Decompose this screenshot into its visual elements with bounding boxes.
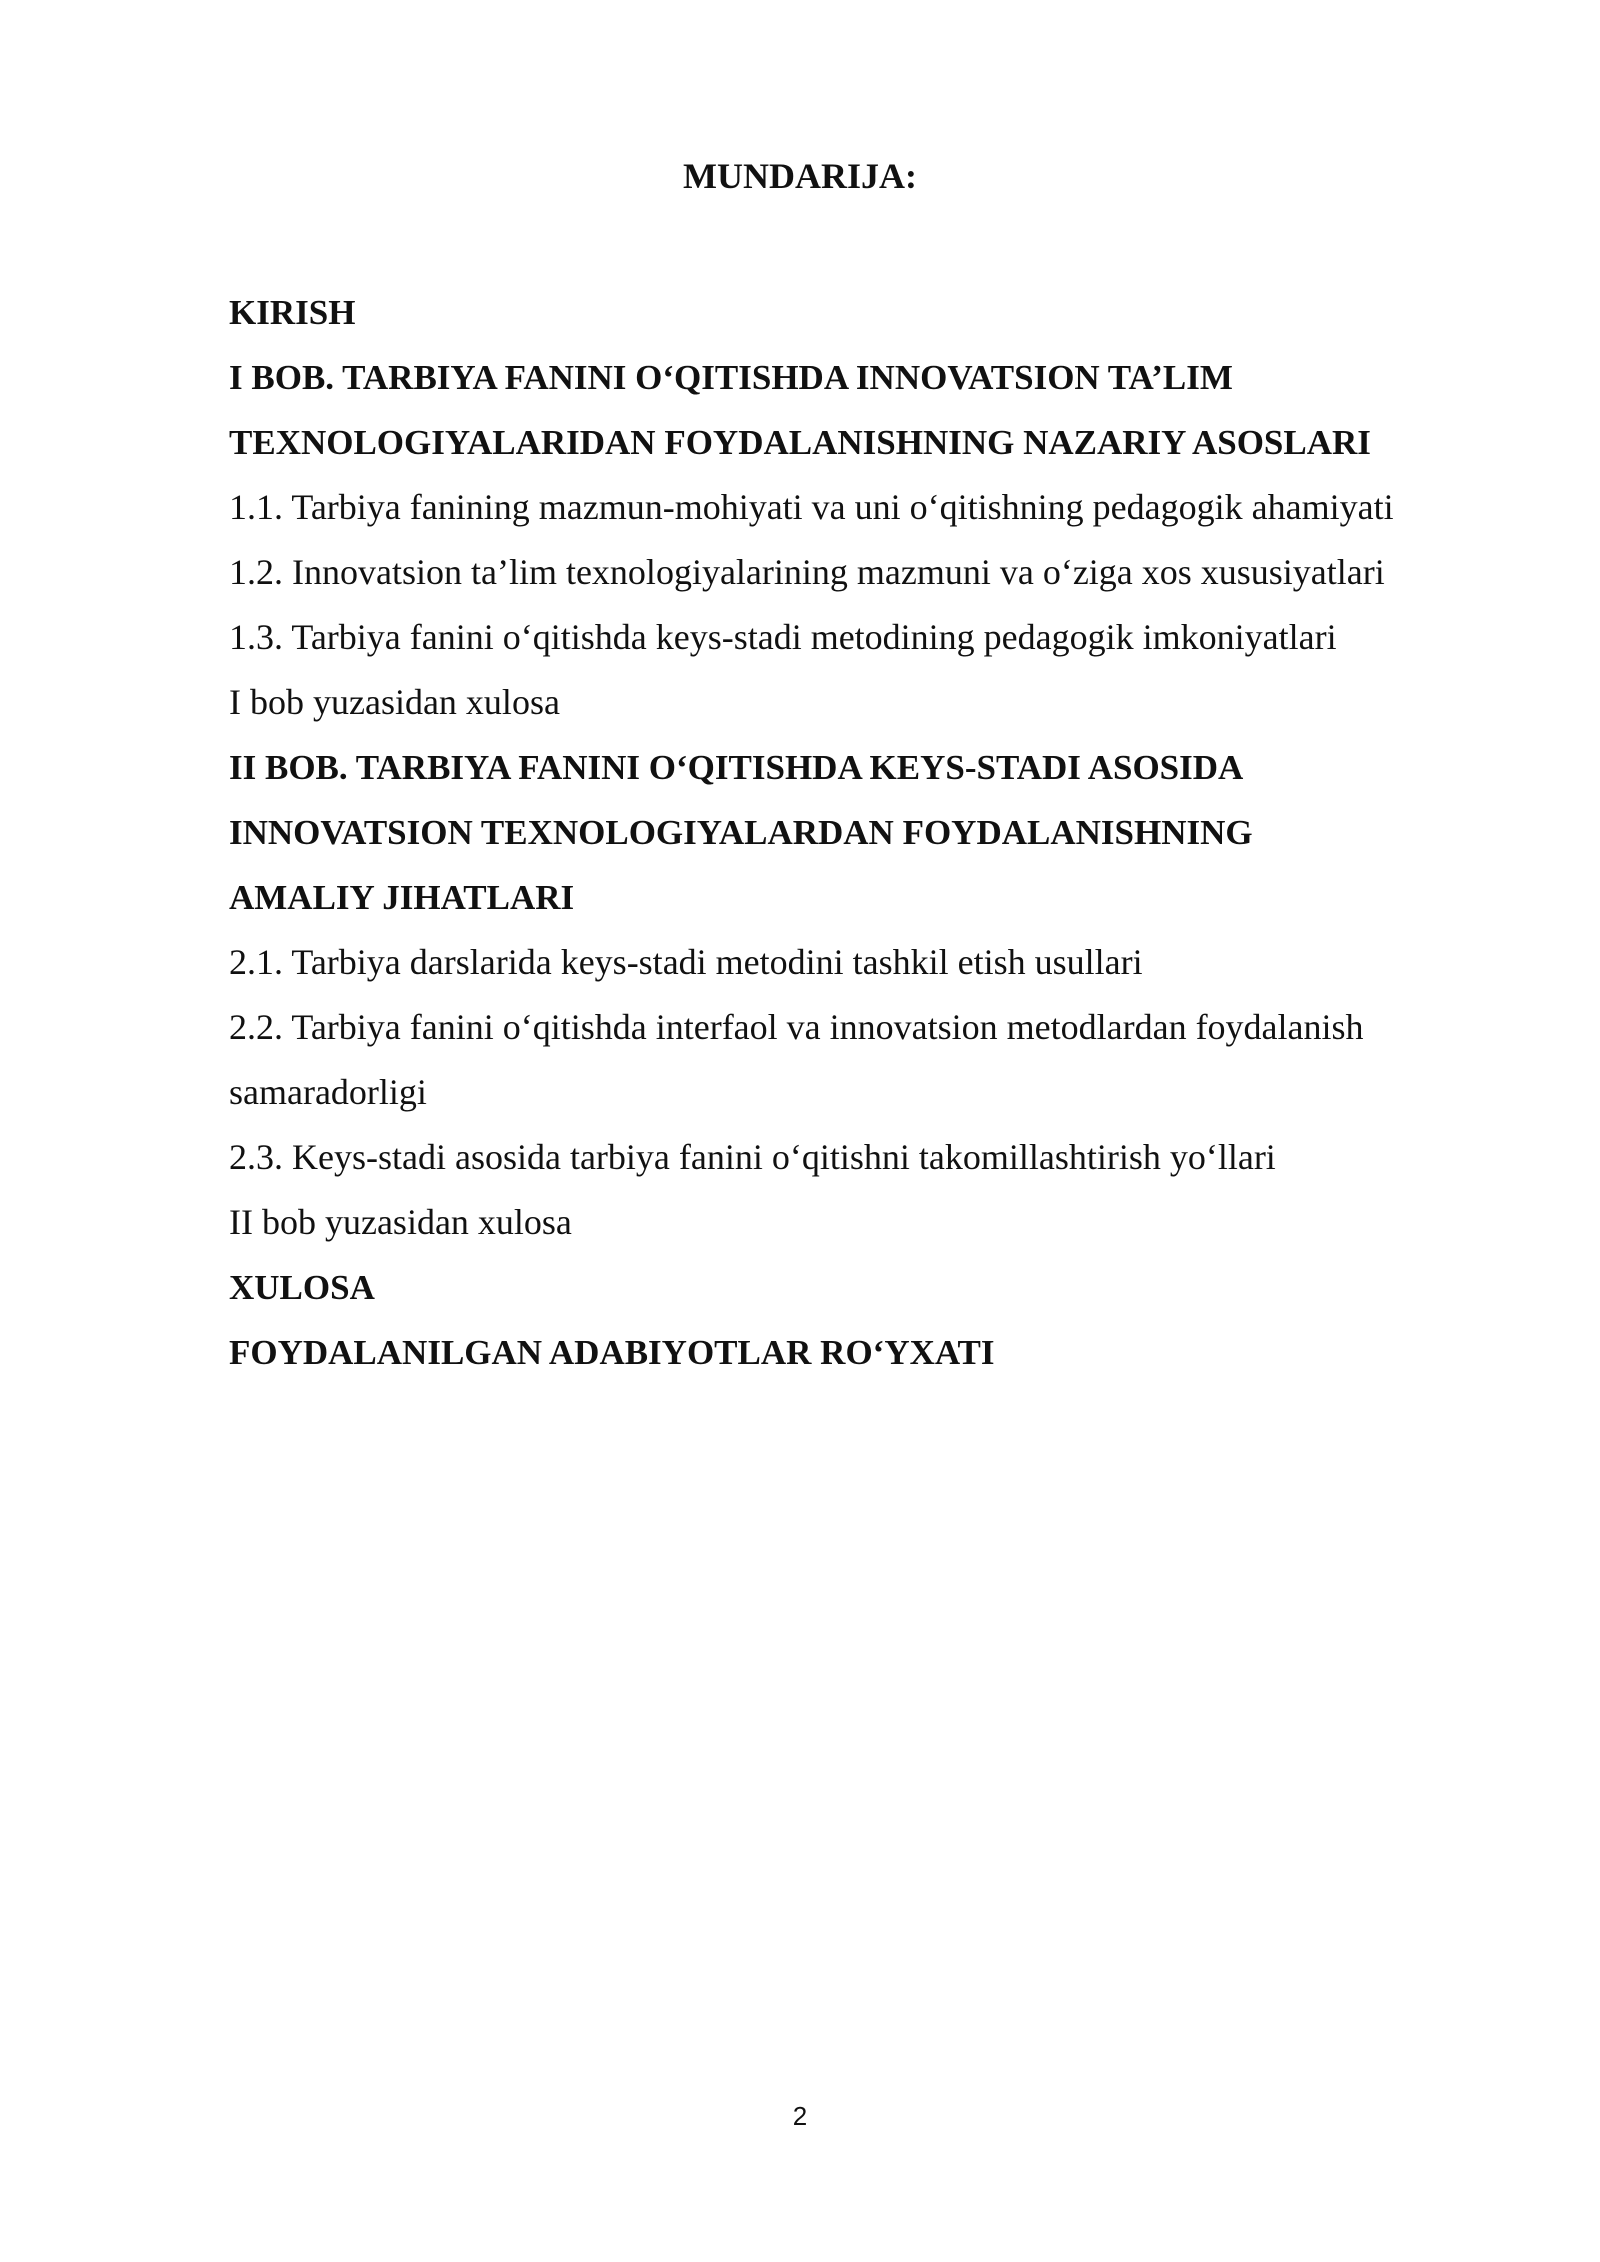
toc-entry: 2.2. Tarbiya fanini o‘qitishda interfaol va innovatsion metodlardan foydalanish bbox=[229, 1007, 1364, 1047]
page-number: 2 bbox=[792, 2101, 808, 2131]
toc-entry: II bob yuzasidan xulosa bbox=[229, 1202, 572, 1242]
toc-entry: samaradorligi bbox=[229, 1072, 427, 1112]
toc-entry: I bob yuzasidan xulosa bbox=[229, 682, 560, 722]
toc-entry: 2.3. Keys-stadi asosida tarbiya fanini o‘qitishni takomillashtirish yo‘llari bbox=[229, 1137, 1276, 1177]
toc-entry: 1.2. Innovatsion ta’lim texnologiyalarining mazmuni va o‘ziga xos xususiyatlari bbox=[229, 552, 1385, 592]
toc-heading: I BOB. TARBIYA FANINI O‘QITISHDA INNOVATSION TA’LIM bbox=[229, 358, 1233, 397]
toc-entry: 1.3. Tarbiya fanini o‘qitishda keys-stadi metodining pedagogik imkoniyatlari bbox=[229, 617, 1337, 657]
table-of-contents bbox=[229, 280, 1489, 1385]
toc-heading: II BOB. TARBIYA FANINI O‘QITISHDA KEYS-STADI ASOSIDA bbox=[229, 748, 1244, 787]
page-title: MUNDARIJA: bbox=[683, 156, 917, 196]
toc-heading: AMALIY JIHATLARI bbox=[229, 878, 575, 917]
toc-heading: KIRISH bbox=[229, 293, 356, 332]
toc-heading: TEXNOLOGIYALARIDAN FOYDALANISHNING NAZARIY ASOSLARI bbox=[229, 423, 1371, 462]
toc-entry: 2.1. Tarbiya darslarida keys-stadi metodini tashkil etish usullari bbox=[229, 942, 1143, 982]
toc-entry: 1.1. Tarbiya fanining mazmun-mohiyati va uni o‘qitishning pedagogik ahamiyati bbox=[229, 487, 1394, 527]
toc-heading: XULOSA bbox=[229, 1268, 375, 1307]
toc-heading: FOYDALANILGAN ADABIYOTLAR RO‘YXATI bbox=[229, 1333, 995, 1372]
toc-heading: INNOVATSION TEXNOLOGIYALARDAN FOYDALANISHNING bbox=[229, 813, 1253, 852]
